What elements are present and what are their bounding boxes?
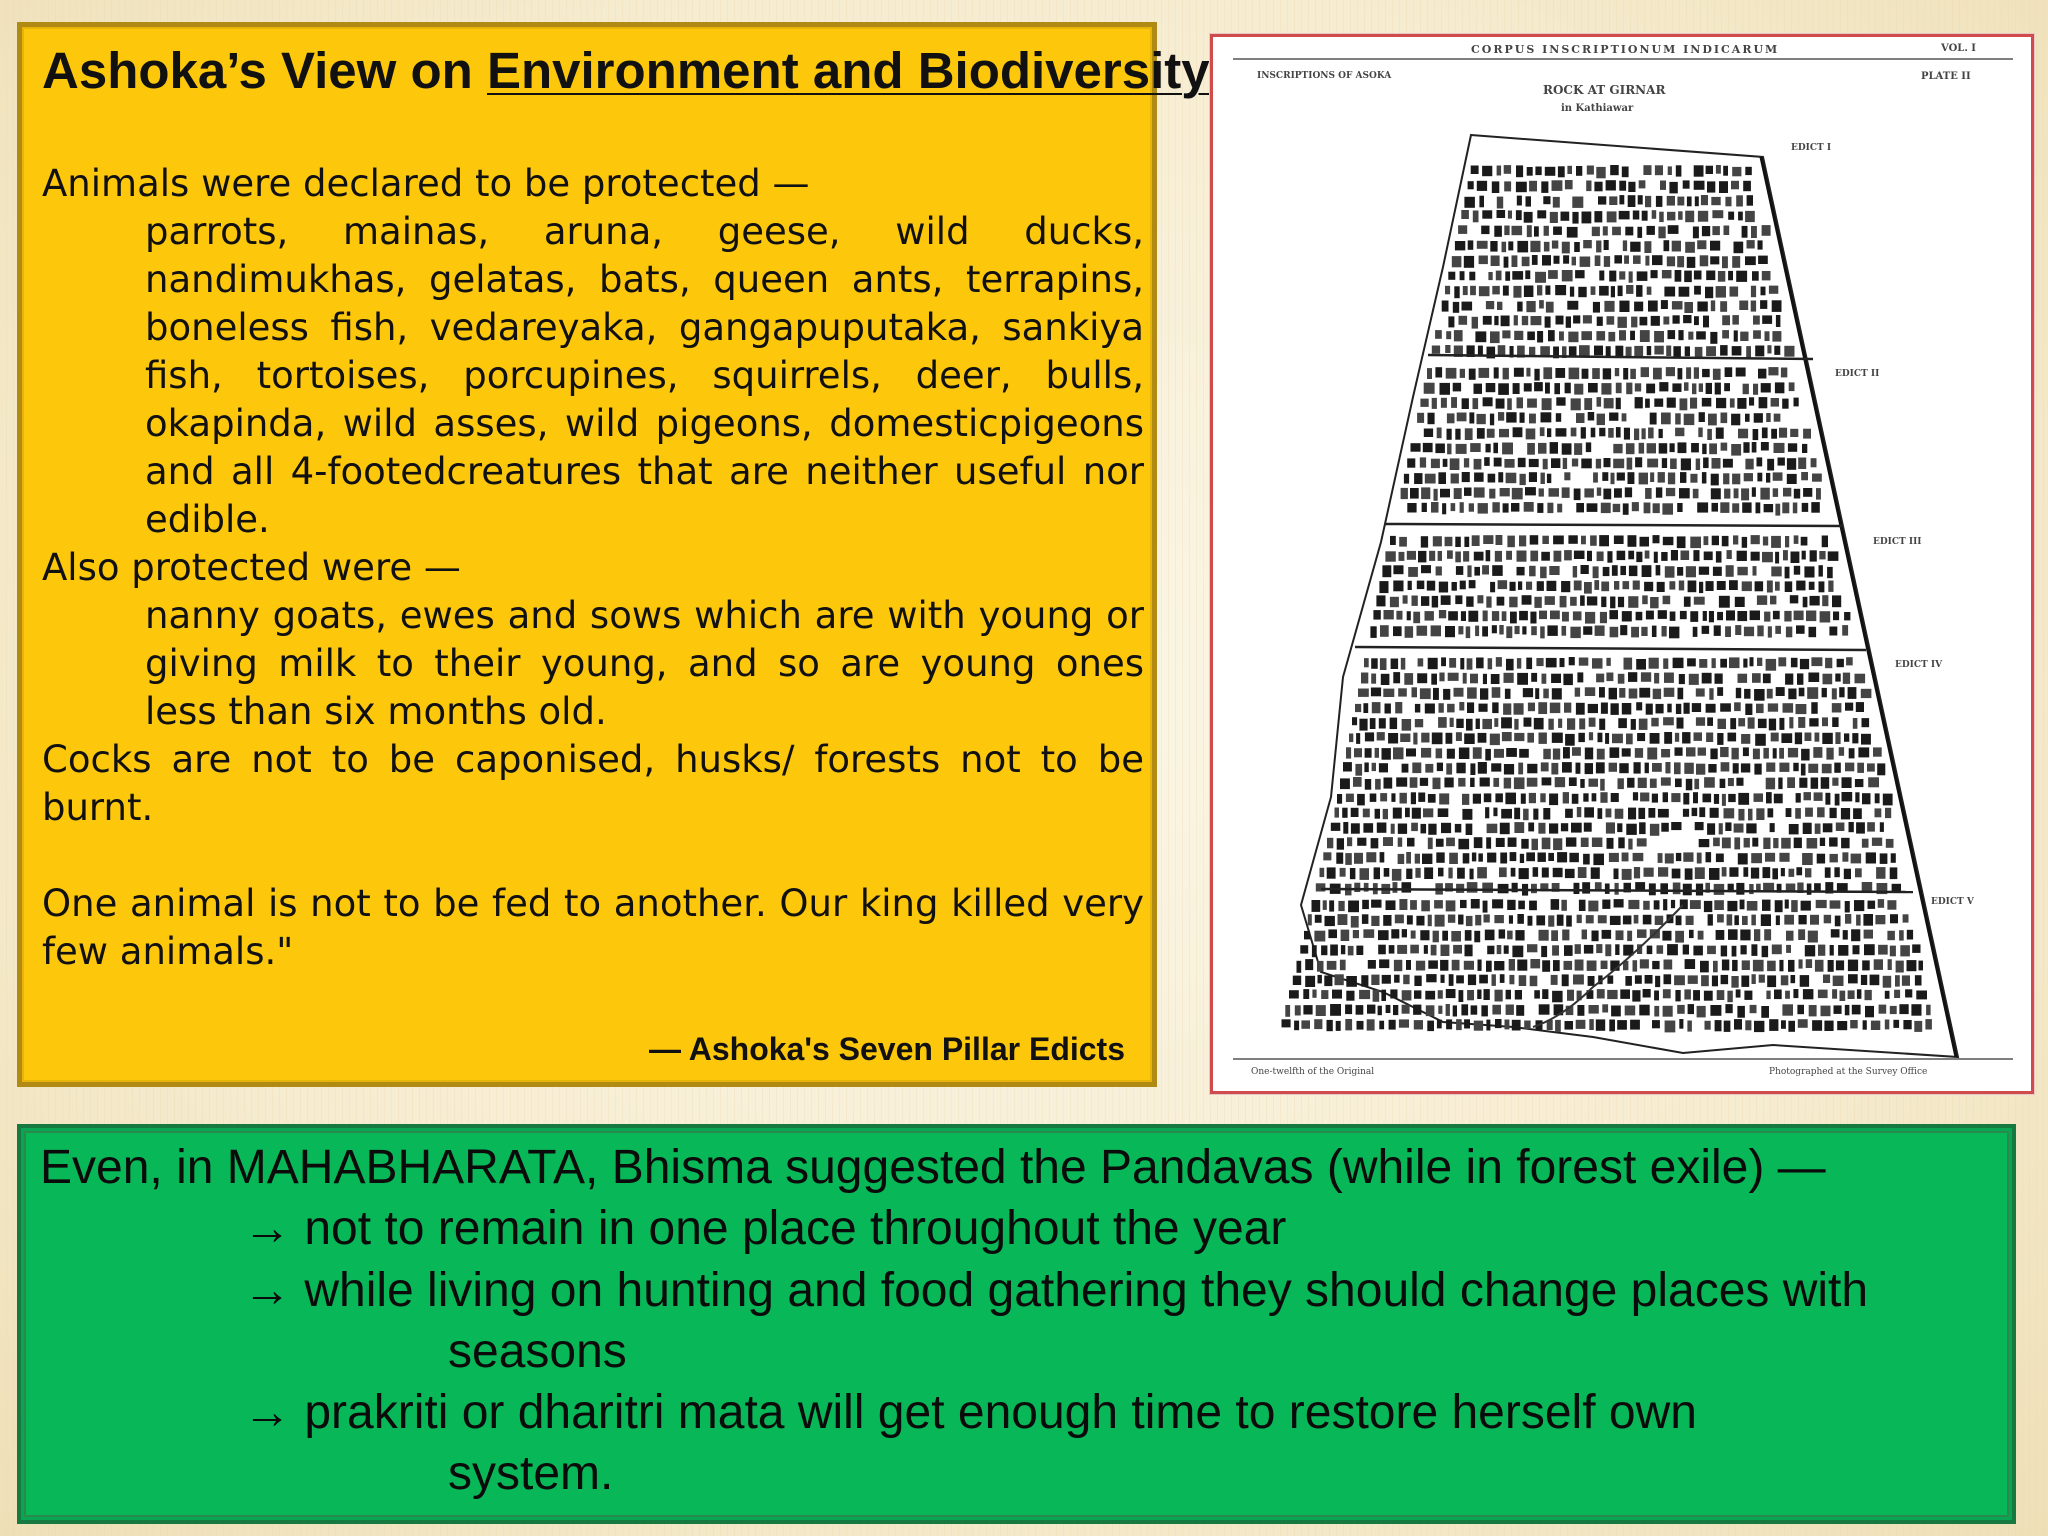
girnar-inscription-image: [1210, 34, 2034, 1094]
cocks-forests-line: Cocks are not to be caponised, husks/ forests not to be burnt.: [42, 738, 1144, 829]
mahabharata-panel: [17, 1124, 2016, 1524]
animals-intro: Animals were declared to be protected —: [42, 162, 810, 205]
edict-label-5: EDICT V: [1931, 897, 1974, 907]
slide-title: [42, 41, 1210, 100]
mahabharata-point-3: → prakriti or dharitri mata will get enough time to restore herself own: [243, 1386, 1697, 1439]
edict-label-1: EDICT I: [1791, 143, 1832, 153]
plate-left-caption: INSCRIPTIONS OF ASOKA: [1257, 71, 1392, 81]
mahabharata-point-2: → while living on hunting and food gathering they should change places with: [243, 1264, 1869, 1317]
ashoka-text-panel: [17, 22, 1210, 1087]
plate-title: ROCK AT GIRNAR: [1543, 83, 1666, 97]
title-plain: Ashoka’s View on: [42, 42, 487, 99]
mahabharata-point-1: → not to remain in one place throughout the year: [243, 1202, 1287, 1255]
edict-label-4: EDICT IV: [1895, 660, 1943, 670]
feeding-line: One animal is not to be fed to another. Our king killed very few animals.": [42, 882, 1144, 973]
also-protected-list: nanny goats, ewes and sows which are with young or giving milk to their young, and so are young ones less than six months old.: [145, 594, 1144, 733]
animals-list: parrots, mainas, aruna, geese, wild ducks, nandimukhas, gelatas, bats, queen ants, terrapins, boneless fish, vedareyaka, gangapuputaka, sankiya fish, tortoises, porcupines, squirrels, deer, bulls, okapinda, wild asses, wild pigeons, domesticpigeons and all 4-footedcreatures that are neither useful nor edible.: [145, 210, 1144, 541]
edict-body: [42, 160, 1144, 976]
edict-label-2: EDICT II: [1835, 369, 1880, 379]
plate-subtitle: in Kathiawar: [1561, 103, 1634, 114]
paragraph-spacer: [42, 832, 1144, 880]
plate-volume: VOL. I: [1941, 43, 1976, 54]
mahabharata-intro: Even, in MAHABHARATA, Bhisma suggested the Pandavas (while in forest exile) —: [40, 1141, 1826, 1194]
plate-footer-right: Photographed at the Survey Office: [1769, 1067, 1928, 1077]
plate-number: PLATE II: [1921, 71, 1971, 82]
mahabharata-point-2-continued: seasons: [448, 1325, 627, 1378]
edict-attribution: — Ashoka's Seven Pillar Edicts: [649, 1031, 1125, 1067]
edict-label-3: EDICT III: [1873, 537, 1922, 547]
inscription-rock-drawing: [1213, 37, 2031, 1091]
mahabharata-point-3-continued: system.: [448, 1447, 614, 1500]
plate-footer-left: One-twelfth of the Original: [1251, 1067, 1375, 1077]
title-underlined: Environment and Biodiversity: [486, 42, 1210, 99]
plate-header: CORPUS INSCRIPTIONUM INDICARUM: [1471, 43, 1780, 56]
also-protected-intro: Also protected were —: [42, 546, 461, 589]
